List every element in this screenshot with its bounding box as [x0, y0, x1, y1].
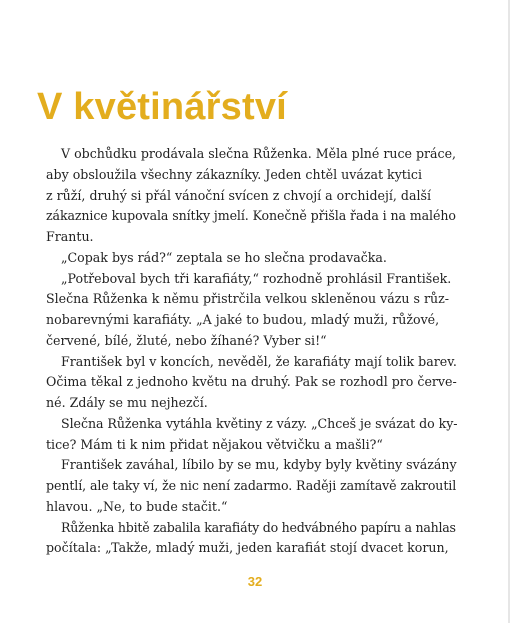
- text-line: pentlí, ale taky ví, že nic není zadarmo. Raději zamítavě zakroutil: [46, 478, 457, 493]
- text-line: Slečna Růženka k němu přistrčila velkou skleněnou vázu s růz-: [46, 291, 449, 307]
- text-line: František zaváhal, líbilo by se mu, kdyby byly květiny svázány: [61, 457, 457, 473]
- body-text: [46, 144, 458, 559]
- text-line: Růženka hbitě zabalila karafiáty do hedvábného papíru a nahlas: [61, 519, 456, 535]
- text-line: hlavou. „Ne, to bude stačit.“: [46, 498, 228, 514]
- text-line: počítala: „Takže, mladý muži, jeden karafiát stojí dvacet korun,: [46, 540, 449, 556]
- text-line: červené, bílé, žluté, nebo žíhané? Vyber si!“: [46, 332, 327, 348]
- text-line: z růží, druhý si přál vánoční svícen z chvojí a orchidejí, další: [46, 187, 431, 203]
- text-line: nobarevnými karafiáty. „A jaké to budou, mladý muži, růžové,: [46, 312, 440, 327]
- text-line: „Copak bys rád?“ zeptala se ho slečna prodavačka.: [61, 249, 387, 265]
- text-line: František byl v koncích, nevěděl, že karafiáty mají tolik barev.: [61, 353, 457, 369]
- text-line: tice? Mám ti k nim přidat nějakou větvičku a mašli?“: [46, 436, 383, 452]
- text-line: aby obsloužila všechny zákazníky. Jeden chtěl uvázat kytici: [46, 166, 422, 182]
- chapter-title: V květinářství: [37, 86, 287, 128]
- page-number: 32: [247, 574, 263, 589]
- text-line: né. Zdály se mu nejhezčí.: [46, 395, 208, 410]
- text-line: Slečna Růženka vytáhla květiny z vázy. „Chceš je svázat do ky-: [61, 415, 458, 431]
- text-line: zákaznice kupovala snítky jmelí. Konečně přišla řada i na malého: [46, 208, 456, 224]
- text-line: Očima těkal z jednoho květu na druhý. Pak se rozhodl pro červe-: [46, 374, 457, 390]
- text-line: „Potřeboval bych tři karafiáty,“ rozhodně prohlásil František.: [61, 270, 452, 286]
- text-line: Frantu.: [46, 229, 94, 244]
- text-line: V obchůdku prodávala slečna Růženka. Měla plné ruce práce,: [61, 146, 457, 161]
